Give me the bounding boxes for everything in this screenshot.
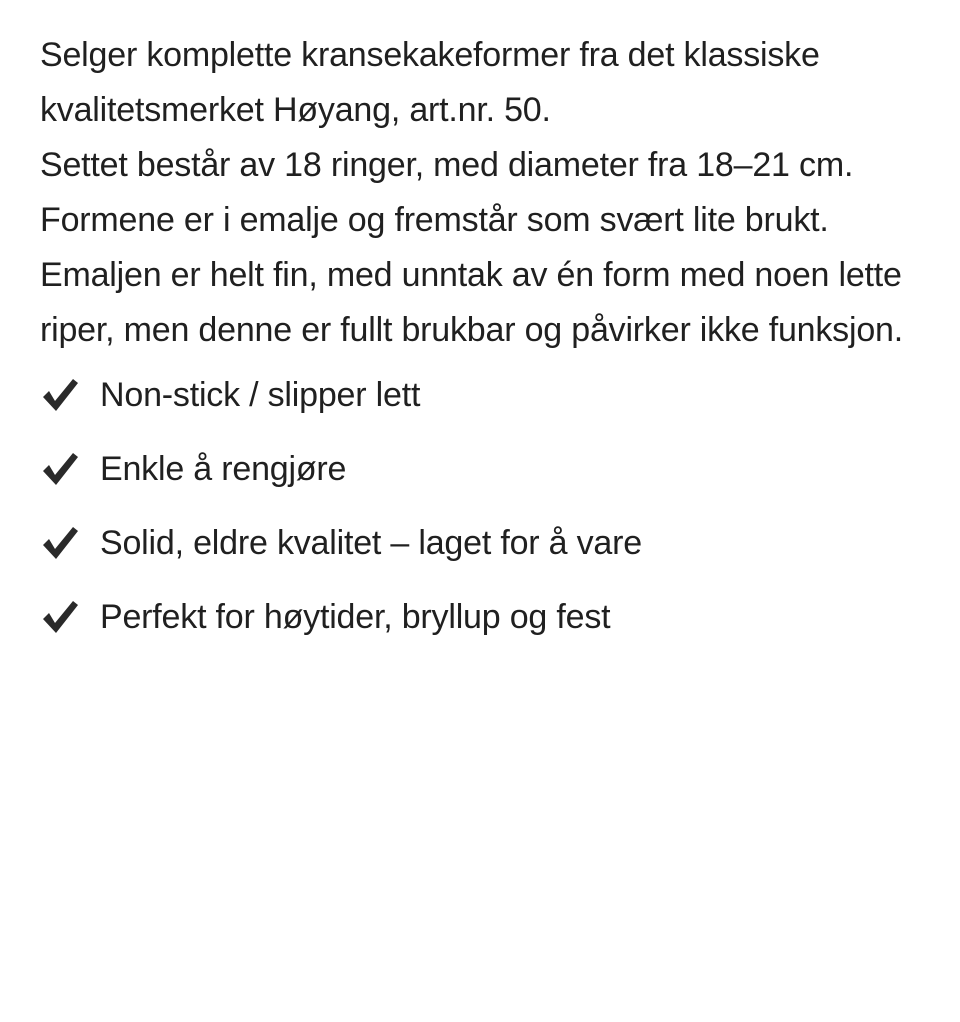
feature-item [40,506,925,580]
feature-label: Enkle å rengjøre [100,449,347,488]
check-icon [40,450,80,488]
feature-label: Non-stick / slipper lett [100,375,421,414]
description-paragraph-intro: Selger komplette kransekakeformer fra det klassiske kvalitetsmerket Høyang, art.nr. 50. [40,36,820,129]
check-icon [40,376,80,414]
feature-label: Perfekt for høytider, bryllup og fest [100,597,611,636]
feature-list [40,358,925,654]
feature-label: Solid, eldre kvalitet – laget for å vare [100,523,642,562]
check-icon [40,598,80,636]
feature-item [40,580,925,654]
feature-item [40,432,925,506]
description-paragraph-set-size: Settet består av 18 ringer, med diameter fra 18–21 cm. [40,146,854,184]
check-icon [40,524,80,562]
description-paragraph-condition: Formene er i emalje og fremstår som svært lite brukt. Emaljen er helt fin, med unntak av én form med noen lette riper, men denne er fullt brukbar og påvirker ikke funksjon. [40,201,904,349]
feature-item [40,358,925,432]
ad-description [40,28,925,654]
